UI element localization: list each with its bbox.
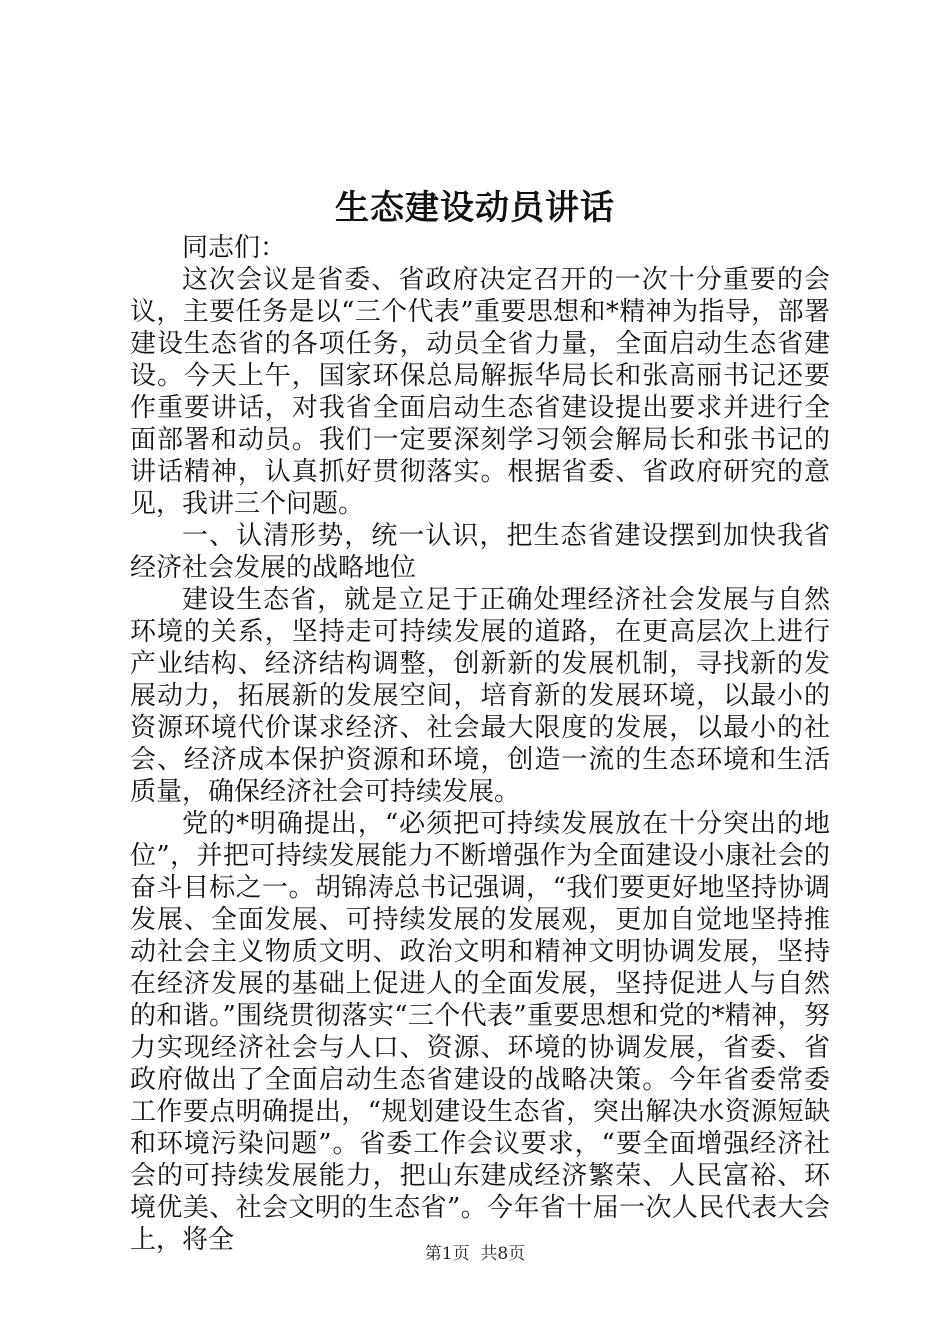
page-number: 第1页 — [424, 1244, 470, 1264]
paragraph-intro: 这次会议是省委、省政府决定召开的一次十分重要的会议，主要任务是以“三个代表”重要思想和*精神为指导，部署建设生态省的各项任务，动员全省力量，全面启动生态省建设。今天上午，国家环保总局解振华局长和张高丽书记还要作重要讲话，对我省全面启动生态省建设提出要求并进行全面部署和动员。我们一定要深刻学习领会解局长和张书记的讲话精神，认真抓好贯彻落实。根据省委、省政府研究的意见，我讲三个问题。 — [130, 265, 830, 519]
page-footer — [0, 1242, 950, 1266]
paragraph-salutation: 同志们： — [182, 233, 287, 263]
paragraph-ecological-province: 建设生态省，就是立足于正确处理经济社会发展与自然环境的关系，坚持走可持续发展的道路，在更高层次上进行产业结构、经济结构调整，创新新的发展机制，寻找新的发展动力，拓展新的发展空间，培育新的发展环境，以最小的资源环境代价谋求经济、社会最大限度的发展，以最小的社会、经济成本保护资源和环境，创造一流的生态环境和生活质量，确保经济社会可持续发展。 — [130, 585, 830, 807]
paragraph-sustainable-development: 党的*明确提出，“必须把可持续发展放在十分突出的地位”，并把可持续发展能力不断增强作为全面建设小康社会的奋斗目标之一。胡锦涛总书记强调，“我们要更好地坚持协调发展、全面发展、可持续发展的发展观，更加自觉地坚持推动社会主义物质文明、政治文明和精神文明协调发展，坚持在经济发展的基础上促进人的全面发展，坚持促进人与自然的和谐。”围绕贯彻落实“三个代表”重要思想和党的*精神，努力实现经济社会与人口、资源、环境的协调发展，省委、省政府做出了全面启动生态省建设的战略决策。今年省委常委工作要点明确提出，“规划建设生态省，突出解决水资源短缺和环境污染问题”。省委工作会议要求，“要全面增强经济社会的可持续发展能力，把山东建成经济繁荣、人民富裕、环境优美、社会文明的生态省”。今年省十届一次人民代表大会上，将全 — [130, 809, 830, 1255]
section-heading-1: 一、认清形势，统一认识，把生态省建设摆到加快我省经济社会发展的战略地位 — [130, 521, 830, 583]
document-title: 生态建设动员讲话 — [335, 188, 615, 228]
page-total: 共8页 — [480, 1244, 526, 1264]
document-body — [130, 232, 830, 1256]
